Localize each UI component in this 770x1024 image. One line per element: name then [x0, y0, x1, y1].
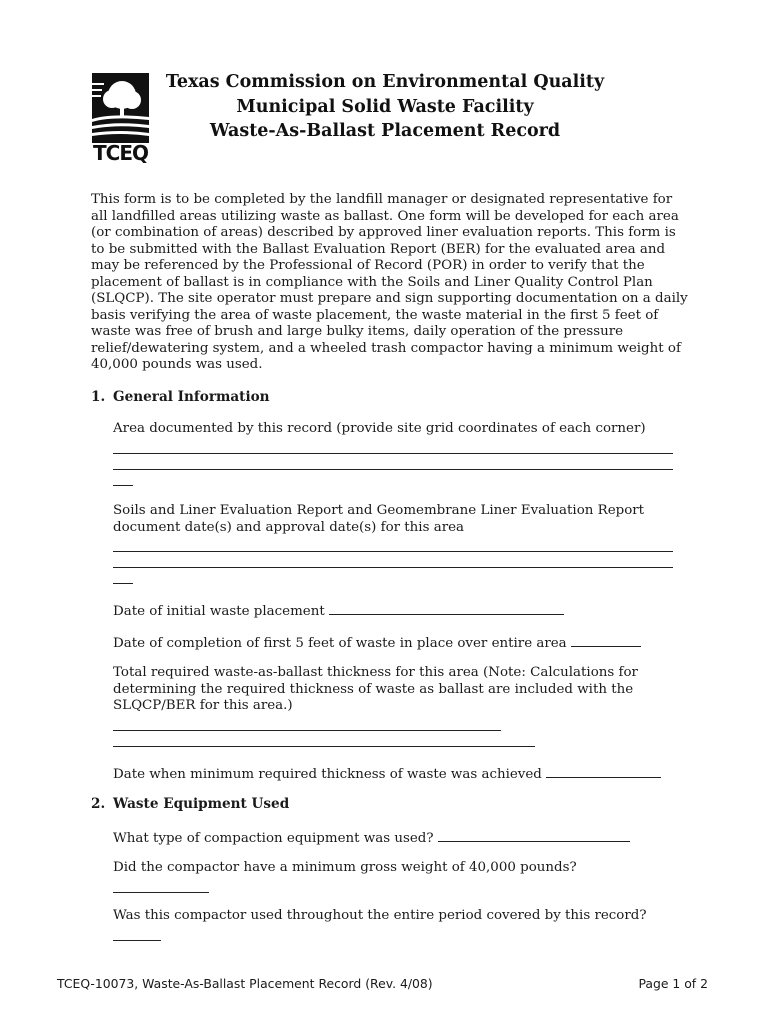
compactor-usage-label: Was this compactor used throughout the entire period covered by this record? [113, 908, 647, 923]
initial-placement-label: Date of initial waste placement [113, 604, 325, 619]
compactor-weight-field [113, 860, 683, 893]
facility-title: Municipal Solid Waste Facility [236, 96, 534, 117]
area-line-3[interactable] [113, 470, 133, 486]
reports-label: Soils and Liner Evaluation Report and Geomembrane Liner Evaluation Report document date(s) and approval date(s) for this area [113, 503, 645, 535]
section-2-number: 2. [91, 796, 106, 812]
thickness-field [113, 665, 683, 747]
tceq-logo [92, 73, 149, 168]
footer-page-number: Page 1 of 2 [638, 976, 708, 991]
logo-text: TCEQ [93, 141, 148, 165]
min-thickness-date-input[interactable] [546, 764, 661, 778]
agency-title: Texas Commission on Environmental Quality [165, 72, 605, 92]
thickness-line-1[interactable] [113, 715, 501, 731]
form-header [160, 70, 610, 144]
reports-field [113, 503, 683, 584]
compactor-weight-label: Did the compactor have a minimum gross weight of 40,000 pounds? [113, 860, 577, 875]
form-title: Waste-As-Ballast Placement Record [209, 121, 561, 141]
compactor-usage-input[interactable] [113, 925, 161, 941]
completion-input[interactable] [571, 633, 641, 647]
area-label: Area documented by this record (provide site grid coordinates of each corner) [113, 421, 646, 436]
min-thickness-date-label: Date when minimum required thickness of waste was achieved [113, 767, 542, 782]
area-line-2[interactable] [113, 454, 673, 470]
compaction-type-field [113, 828, 683, 848]
completion-label: Date of completion of first 5 feet of waste in place over entire area [113, 636, 567, 651]
section-2-heading [91, 796, 289, 812]
reports-line-3[interactable] [113, 568, 133, 584]
compaction-type-label: What type of compaction equipment was used? [113, 831, 434, 846]
compactor-weight-input[interactable] [113, 877, 209, 893]
initial-placement-input[interactable] [329, 601, 564, 615]
initial-placement-field [113, 601, 683, 621]
area-field [113, 421, 683, 486]
section-1-number: 1. [91, 389, 106, 405]
section-1-title: General Information [113, 389, 270, 405]
section-2-title: Waste Equipment Used [113, 796, 290, 812]
intro-paragraph: This form is to be completed by the landfill manager or designated representative for all landfilled areas utilizing waste as ballast. One form will be developed for each area (or combination of areas) described by approved liner evaluation reports. This form is to be submitted with the Ballast Evaluation Report (BER) for the evaluated area and may be referenced by the Professional of Record (POR) in order to verify that the placement of ballast is in compliance with the Soils and Liner Quality Control Plan (SLQCP). The site operator must prepare and sign supporting documentation on a daily basis verifying the area of waste placement, the waste material in the first 5 feet of waste was free of brush and large bulky items, daily operation of the pressure relief/dewatering system, and a wheeled trash compactor having a minimum weight of 40,000 pounds was used. [91, 192, 688, 372]
area-line-1[interactable] [113, 438, 673, 454]
reports-line-2[interactable] [113, 552, 673, 568]
section-1-heading [91, 389, 270, 405]
compaction-type-input[interactable] [438, 828, 630, 842]
min-thickness-date-field [113, 764, 683, 784]
completion-field [113, 633, 683, 653]
thickness-label: Total required waste-as-ballast thickness for this area (Note: Calculations for determining the required thickness of waste as ballast are included with the SLQCP/BER for this area.) [113, 665, 638, 713]
thickness-line-2[interactable] [113, 731, 535, 747]
reports-line-1[interactable] [113, 536, 673, 552]
footer-form-id: TCEQ-10073, Waste-As-Ballast Placement Record (Rev. 4/08) [57, 976, 433, 991]
compactor-usage-field [113, 908, 683, 941]
